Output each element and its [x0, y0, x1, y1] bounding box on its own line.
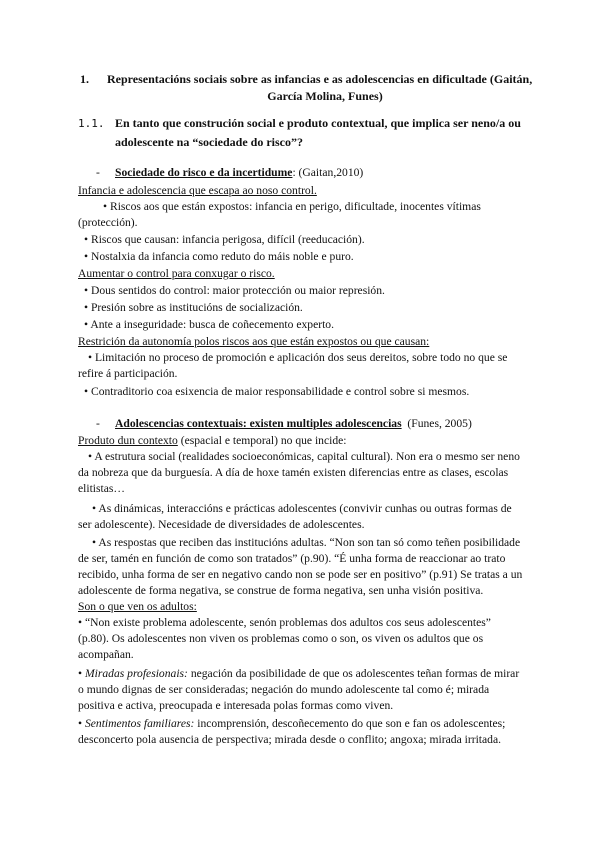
section2-quote-1a: • “Non existe problema adolescente, senón problemas dos adultos cos seus adolescentes” [78, 616, 491, 629]
section2-heading: Adolescencias contextuais: existen multiples adolescencias [115, 417, 402, 430]
subtitle-number: 1.1. [78, 117, 105, 130]
subtitle-line-2: adolescente na “sociedade do risco”? [115, 135, 303, 149]
section2-quote-1c: acompañan. [78, 648, 134, 661]
section2-quote-2a-row [78, 666, 519, 681]
section2-heading-row [115, 416, 472, 431]
section1-dash: - [96, 166, 100, 179]
section1-bullet-5: • Presión sobre as institucións de socialización. [84, 301, 303, 314]
section1-heading-row [115, 165, 363, 180]
section1-bullet-8: • Contraditorio coa esixencia de maior responsabilidade e control sobre si mesmos. [84, 385, 470, 398]
section1-bullet-6: • Ante a inseguridade: busca de coñecemento experto. [84, 318, 335, 331]
section2-para-3d: adolescente de forma negativa, se construe de forma negativa, sen unha visión positiva. [78, 584, 484, 597]
section2-quote-2b: o mundo dignas de ser consideradas; negación do mundo adolescente tal como é; mirada [78, 683, 490, 696]
section2-subheading-2: Son o que ven os adultos: [78, 600, 197, 613]
section2-para-2a: • As dinámicas, interaccións e prácticas adolescentes (convivir cunhas ou outras formas de [92, 502, 512, 515]
section1-heading: Sociedade do risco e da incertidume [115, 166, 293, 179]
section2-quote-2-label: Miradas profesionais: [84, 667, 188, 680]
section1-bullet-7a: • Limitación no proceso de promoción e aplicación dos seus dereitos, sobre todo no que se [88, 351, 508, 364]
section1-cite: : (Gaitan,2010) [292, 166, 364, 179]
section2-subheading-1-row [78, 433, 347, 448]
section2-para-1b: da nobreza que da burguesía. A día de hoxe tamén existen diferencias entre as clases, escolas [78, 466, 509, 479]
section2-subheading-1: Produto dun contexto [78, 434, 178, 447]
section2-para-1c: elitistas… [78, 482, 126, 495]
section2-para-3a: • As respostas que reciben das institucións adultas. “Non son tan só como teñen posibilidade [92, 536, 521, 549]
section2-quote-2c: positiva e activa, preocupada e interesada polas formas como viven. [78, 699, 394, 712]
section1-bullet-2: • Riscos que causan: infancia perigosa, difícil (reeducación). [84, 233, 365, 246]
title-line-2: García Molina, Funes) [267, 89, 383, 103]
section1-subheading-1: Infancia e adolescencia que escapa ao noso control. [78, 184, 317, 197]
section2-para-3b: de ser, tamén en función de como son tratados” (p.90). “É unha forma de reaccionar ao trato [78, 552, 506, 565]
section2-para-3c: recibido, unha forma de ser en negativo cando non se pode ser en positivo” (p.91) Se tratas a un [78, 568, 523, 581]
section2-quote-3a: incomprensión, descoñecemento do que son e fan os adolescentes; [194, 717, 506, 730]
title-number: 1. [80, 72, 89, 86]
section2-quote-2a: negación da posibilidade de que os adolescentes teñan formas de mirar [187, 667, 520, 680]
section2-para-2b: ser adolescente). Necesidade de diversidades de adolescentes. [78, 518, 365, 531]
section2-quote-3-label: Sentimentos familiares: [84, 717, 195, 730]
section1-bullet-1a: • Riscos aos que están expostos: infancia en perigo, dificultade, inocentes vítimas [103, 200, 481, 213]
bullet-icon: • [78, 717, 85, 730]
section2-dash: - [96, 417, 100, 430]
section2-para-1a: • A estrutura social (realidades socioeconómicas, capital cultural). Non era o mesmo ser neno [88, 450, 520, 463]
section1-bullet-7b: refire á participación. [78, 367, 178, 380]
bullet-icon: • [78, 667, 85, 680]
section2-cite: (Funes, 2005) [407, 417, 472, 430]
section1-bullet-1b: (protección). [78, 216, 138, 229]
title-line-1: Representacións sociais sobre as infancias e as adolescencias en dificultade (Gaitán, [107, 72, 533, 86]
section1-subheading-3: Restrición da autonomía polos riscos aos que están expostos ou que causan: [78, 335, 430, 348]
section1-bullet-3: • Nostalxia da infancia como reduto do máis noble e puro. [84, 250, 354, 263]
section2-quote-3b: desconcerto pola ausencia de perspectiva; mirada desde o conflito; angoxa; mirada irritada. [78, 733, 501, 746]
subtitle-line-1: En tanto que construción social e produto contextual, que implica ser neno/a ou [115, 116, 521, 130]
section1-subheading-2: Aumentar o control para conxugar o risco. [78, 267, 275, 280]
section2-quote-3a-row [78, 716, 505, 731]
section2-quote-1b: (p.80). Os adolescentes non viven os problemas como o son, os viven os adultos que os [78, 632, 484, 645]
section2-subheading-1-rest: (espacial e temporal) no que incide: [177, 434, 347, 447]
section1-bullet-4: • Dous sentidos do control: maior protección ou maior represión. [84, 284, 385, 297]
